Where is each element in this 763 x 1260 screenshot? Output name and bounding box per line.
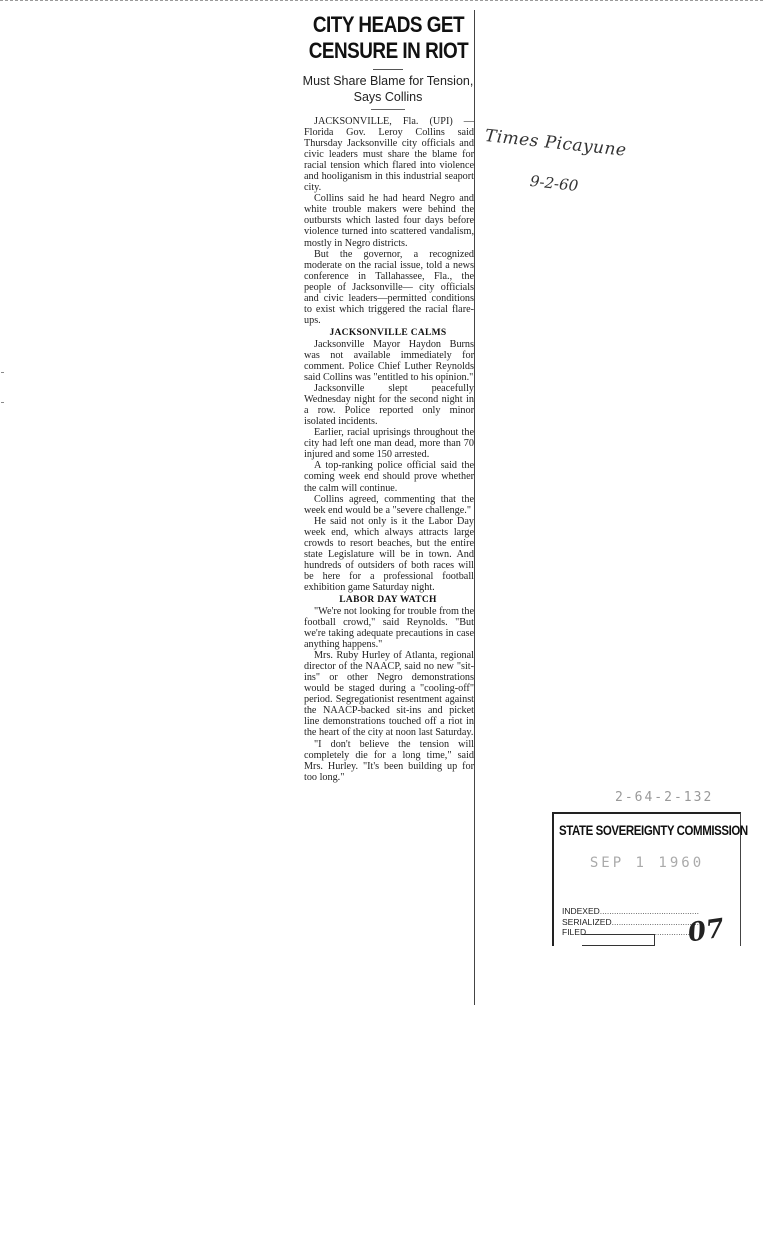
scan-edge-mark (1, 372, 4, 373)
indexed-label: INDEXED (562, 906, 600, 916)
article-paragraph: Jacksonville Mayor Haydon Burns was not available immediately for comment. Police Chief Luther Reynolds said Collins was "entitled to his opinion." (304, 338, 474, 384)
stamp-field-indexed: INDEXED.......................................... (562, 906, 699, 916)
handwritten-stamp-mark: 07 (686, 913, 727, 949)
subhead-jacksonville-calms: JACKSONVILLE CALMS (329, 327, 447, 338)
headline-rule (373, 69, 403, 70)
article-paragraph: Jacksonville slept peacefully Wednesday night for the second night in a row. Police reported only minor isolated incidents. (304, 383, 474, 428)
article-paragraph: Collins agreed, commenting that the week end would be a "severe challenge." (304, 493, 474, 516)
article-paragraph: JACKSONVILLE, Fla. (UPI) —Florida Gov. Leroy Collins said Thursday Jacksonville city officials and civic leaders must share the blame for racial tension which flared into violence and hooliganism in this industrial seaport city. (304, 116, 474, 194)
article-paragraph: Earlier, racial uprisings throughout the city had left one man dead, more than 70 injured and some 150 arrested. (304, 427, 474, 461)
newspaper-clipping (302, 10, 475, 1005)
filed-box (582, 934, 655, 946)
article-paragraph: He said not only is it the Labor Day week end, which always attracts large crowds to resort beaches, but the entire state Legislature will be in town. And hundreds of outsiders of both races will be here for a professional football exhibition game Saturday night. (304, 515, 474, 593)
filed-label: FILED (562, 927, 587, 937)
headline: CITY HEADS GET CENSURE IN RIOT (308, 12, 469, 63)
deck-subtitle: Must Share Blame for Tension, Says Collins (302, 74, 474, 104)
article-paragraph: A top-ranking police official said the coming week end should prove whether the calm will continue. (304, 460, 474, 494)
scan-top-edge (0, 0, 763, 1)
stamp-field-filed: FILED.............................................. (562, 927, 695, 937)
stamp-title: STATE SOVEREIGNTY COMMISSION (559, 822, 748, 838)
stamp-date: SEP 1 1960 (589, 855, 705, 871)
article-section-1 (302, 116, 474, 326)
article-paragraph: Mrs. Ruby Hurley of Atlanta, regional director of the NAACP, said no new "sit-ins" or other Negro demonstrations would be staged during a "cooling-off" period. Segregationist resentment against the NAACP-backed sit-ins and picket line demonstrations touched off a riot in the heart of the city at noon last Saturday. (304, 650, 474, 739)
stamp-file-number: 2-64-2-132 (615, 790, 714, 805)
stamp-field-serialized: SERIALIZED...................................... (562, 916, 702, 927)
article-section-3 (302, 606, 474, 783)
article-section-2 (302, 339, 474, 593)
handwritten-publication: Times Picayune (483, 126, 628, 161)
article-paragraph: "I don't believe the tension will completely die for a long time," said Mrs. Hurley. "It's been building up for too long." (304, 738, 474, 783)
subhead-labor-day-watch: LABOR DAY WATCH (339, 594, 437, 605)
article-paragraph: Collins said he had heard Negro and white trouble makers were behind the outbursts which lasted four days before violence turned into scattered vandalism, mostly in Negro districts. (304, 193, 474, 249)
article-paragraph: "We're not looking for trouble from the football crowd," said Reynolds. "But we're taking adequate precautions in case anything happens." (304, 605, 474, 651)
article-paragraph: But the governor, a recognized moderate on the racial issue, told a news conference in Tallahassee, Fla., the people of Jacksonville— city officials and civic leaders—permitted conditions to exist which triggered the racial flare-ups. (304, 248, 474, 326)
handwritten-date: 9-2-60 (529, 172, 580, 195)
scan-edge-mark (1, 402, 4, 403)
serialized-label: SERIALIZED (562, 916, 612, 927)
deck-rule (371, 109, 405, 110)
